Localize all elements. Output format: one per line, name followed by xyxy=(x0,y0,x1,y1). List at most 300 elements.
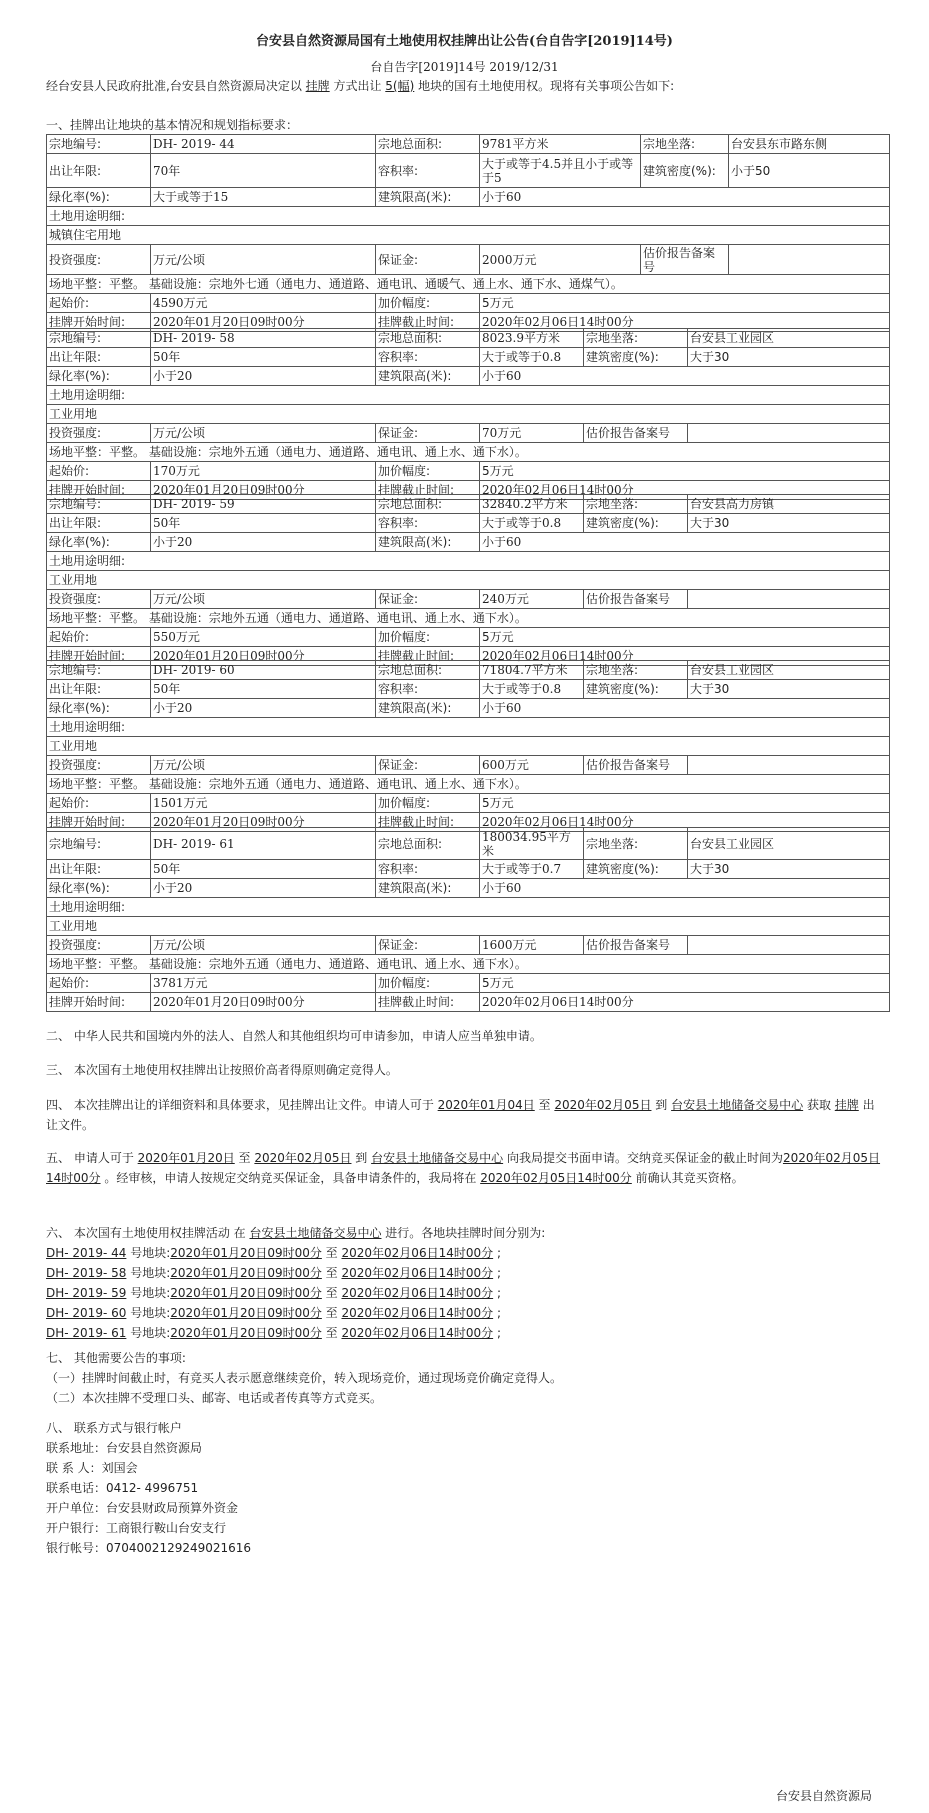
table-cell: 宗地总面积: xyxy=(376,329,480,348)
table-cell: 城镇住宅用地 xyxy=(47,226,890,245)
table-cell: 小于60 xyxy=(480,367,890,386)
table-row xyxy=(47,628,890,647)
table-cell: 容积率: xyxy=(376,154,480,188)
table-cell: 建筑密度(%): xyxy=(584,514,688,533)
table-cell: 大于或等于4.5并且小于或等于5 xyxy=(480,154,641,188)
intro-method: 挂牌 xyxy=(305,79,330,93)
table-row xyxy=(47,348,890,367)
table-cell xyxy=(688,936,890,955)
table-row xyxy=(47,386,890,405)
table-row xyxy=(47,609,890,628)
table-cell: 小于20 xyxy=(151,367,376,386)
doc-number: 台自告字[2019]14号 xyxy=(370,60,486,74)
table-cell: 起始价: xyxy=(47,294,151,313)
table-cell: DH- 2019- 44 xyxy=(151,135,376,154)
table-cell: 场地平整：平整。 基础设施：宗地外五通（通电力、通道路、通电讯、通上水、通下水）。 xyxy=(47,443,890,462)
section8-heading: 八、 联系方式与银行帐户 xyxy=(46,1421,182,1435)
schedule-text: 号地块: xyxy=(126,1286,171,1300)
table-row xyxy=(47,936,890,955)
table-cell: 建筑密度(%): xyxy=(584,348,688,367)
section7-heading: 七、 其他需要公告的事项: xyxy=(46,1351,186,1365)
table-cell: 2020年01月20日09时00分 xyxy=(151,647,376,666)
table-row xyxy=(47,699,890,718)
section4-doc: 挂牌 xyxy=(834,1098,859,1112)
section6 xyxy=(46,1223,886,1343)
table-cell: 出让年限: xyxy=(47,154,151,188)
schedule-line xyxy=(46,1303,886,1323)
table-cell: 小于50 xyxy=(729,154,890,188)
table-cell: 建筑限高(米): xyxy=(376,188,480,207)
table-row xyxy=(47,533,890,552)
table-cell: 容积率: xyxy=(376,860,480,879)
table-cell: 宗地编号: xyxy=(47,495,151,514)
table-cell: 50年 xyxy=(151,348,376,367)
section2: 二、 中华人民共和国境内外的法人、自然人和其他组织均可申请参加，申请人应当单独申请。 xyxy=(46,1029,542,1043)
table-cell: 保证金: xyxy=(376,590,480,609)
table-cell: 投资强度: xyxy=(47,245,151,275)
table-row xyxy=(47,226,890,245)
table-row xyxy=(47,294,890,313)
table-cell: 小于60 xyxy=(480,188,890,207)
parcel-table xyxy=(46,494,890,666)
table-cell: 2020年02月06日14时00分 xyxy=(480,993,890,1012)
table-row xyxy=(47,879,890,898)
table-cell: 宗地总面积: xyxy=(376,828,480,860)
section4-text: 至 xyxy=(534,1098,555,1112)
section5-text: 向我局提交书面申请。交纳竞买保证金的截止时间为 xyxy=(503,1151,783,1165)
table-cell: 加价幅度: xyxy=(376,794,480,813)
schedule-code: DH- 2019- 60 xyxy=(46,1306,127,1320)
table-cell: DH- 2019- 60 xyxy=(151,661,376,680)
table-cell: 建筑限高(米): xyxy=(376,879,480,898)
table-cell: 场地平整：平整。 基础设施：宗地外五通（通电力、通道路、通电讯、通上水、通下水）。 xyxy=(47,775,890,794)
schedule-text: 至 xyxy=(321,1286,342,1300)
page-title: 台安县自然资源局国有土地使用权挂牌出让公告(台自告字[2019]14号) xyxy=(256,34,673,49)
table-cell: 万元/公顷 xyxy=(151,590,376,609)
bank-account-number: 银行帐号：0704002129249021616 xyxy=(46,1541,252,1555)
table-cell: 5万元 xyxy=(480,794,890,813)
table-cell: 240万元 xyxy=(480,590,584,609)
table-cell: 小于60 xyxy=(480,533,890,552)
table-cell: 挂牌截止时间: xyxy=(376,481,480,500)
section5 xyxy=(46,1148,886,1188)
table-cell: 挂牌开始时间: xyxy=(47,993,151,1012)
table-cell: 建筑密度(%): xyxy=(584,860,688,879)
table-cell: DH- 2019- 61 xyxy=(151,828,376,860)
table-cell: 8023.9平方米 xyxy=(480,329,584,348)
section4 xyxy=(46,1095,886,1135)
table-cell: 万元/公顷 xyxy=(151,245,376,275)
table-cell: 宗地坐落: xyxy=(584,329,688,348)
table-cell: 宗地坐落: xyxy=(641,135,729,154)
schedule-text: 至 xyxy=(321,1246,342,1260)
table-row xyxy=(47,955,890,974)
signer: 台安县自然资源局 xyxy=(776,1789,873,1803)
schedule-text: ; xyxy=(493,1326,501,1340)
table-cell: 容积率: xyxy=(376,680,480,699)
table-cell: 起始价: xyxy=(47,794,151,813)
table-cell: 保证金: xyxy=(376,245,480,275)
section4-date2: 2020年02月05日 xyxy=(554,1098,652,1112)
table-cell: 台安县工业园区 xyxy=(688,828,890,860)
table-cell: 绿化率(%): xyxy=(47,699,151,718)
schedule-text: 至 xyxy=(321,1266,342,1280)
table-cell: 投资强度: xyxy=(47,590,151,609)
table-cell: 场地平整：平整。 基础设施：宗地外五通（通电力、通道路、通电讯、通上水、通下水）。 xyxy=(47,609,890,628)
table-cell: 600万元 xyxy=(480,756,584,775)
table-cell: 大于或等于0.8 xyxy=(480,514,584,533)
table-cell: 万元/公顷 xyxy=(151,936,376,955)
table-cell: 估价报告备案号 xyxy=(641,245,729,275)
table-cell: 起始价: xyxy=(47,628,151,647)
table-cell: 1501万元 xyxy=(151,794,376,813)
table-cell: 宗地总面积: xyxy=(376,661,480,680)
section8 xyxy=(46,1418,251,1558)
table-cell: 加价幅度: xyxy=(376,462,480,481)
section5-date2: 2020年02月05日 xyxy=(254,1151,352,1165)
table-cell: 小于20 xyxy=(151,879,376,898)
table-cell: 建筑限高(米): xyxy=(376,367,480,386)
schedule-start: 2020年01月20日09时00分 xyxy=(170,1246,322,1260)
section6-place: 台安县土地储备交易中心 xyxy=(249,1226,382,1240)
section5-text: 至 xyxy=(234,1151,255,1165)
table-cell: 投资强度: xyxy=(47,424,151,443)
table-cell: 挂牌截止时间: xyxy=(376,313,480,332)
table-row xyxy=(47,828,890,860)
table-cell: 宗地编号: xyxy=(47,329,151,348)
table-cell: 建筑密度(%): xyxy=(641,154,729,188)
table-cell: 工业用地 xyxy=(47,571,890,590)
schedule-end: 2020年02月06日14时00分 xyxy=(341,1286,494,1300)
table-cell: 32840.2平方米 xyxy=(480,495,584,514)
table-row xyxy=(47,718,890,737)
section7-item: （一）挂牌时间截止时，有竞买人表示愿意继续竞价，转入现场竞价，通过现场竞价确定竞得人。 xyxy=(46,1371,563,1385)
table-cell: 71804.7平方米 xyxy=(480,661,584,680)
schedule-text: ; xyxy=(493,1286,501,1300)
schedule-code: DH- 2019- 59 xyxy=(46,1286,127,1300)
table-cell: 土地用途明细: xyxy=(47,386,890,405)
table-cell: 台安县高力房镇 xyxy=(688,495,890,514)
table-cell: 台安县东市路东侧 xyxy=(729,135,890,154)
table-cell: 绿化率(%): xyxy=(47,367,151,386)
table-cell: 挂牌开始时间: xyxy=(47,481,151,500)
table-cell: 出让年限: xyxy=(47,680,151,699)
table-row xyxy=(47,571,890,590)
table-row xyxy=(47,794,890,813)
table-cell: 小于60 xyxy=(480,699,890,718)
table-cell: 4590万元 xyxy=(151,294,376,313)
table-cell: 70年 xyxy=(151,154,376,188)
table-cell: 挂牌截止时间: xyxy=(376,813,480,832)
table-cell: 绿化率(%): xyxy=(47,533,151,552)
table-cell: 宗地总面积: xyxy=(376,495,480,514)
table-cell: 估价报告备案号 xyxy=(584,756,688,775)
table-cell: DH- 2019- 58 xyxy=(151,329,376,348)
table-row xyxy=(47,405,890,424)
table-cell: 容积率: xyxy=(376,514,480,533)
table-cell: 大于30 xyxy=(688,348,890,367)
table-cell: 工业用地 xyxy=(47,917,890,936)
section7 xyxy=(46,1348,562,1408)
table-row xyxy=(47,329,890,348)
table-cell: 70万元 xyxy=(480,424,584,443)
table-cell: 宗地坐落: xyxy=(584,495,688,514)
table-row xyxy=(47,462,890,481)
table-row xyxy=(47,898,890,917)
table-cell: 宗地总面积: xyxy=(376,135,480,154)
table-cell: 建筑密度(%): xyxy=(584,680,688,699)
table-row xyxy=(47,775,890,794)
table-cell: 550万元 xyxy=(151,628,376,647)
section5-text: 前确认其竞买资格。 xyxy=(631,1171,744,1185)
section6-text: 六、 本次国有土地使用权挂牌活动 在 xyxy=(46,1226,250,1240)
table-cell: 挂牌开始时间: xyxy=(47,647,151,666)
table-cell: 挂牌开始时间: xyxy=(47,813,151,832)
table-cell: 土地用途明细: xyxy=(47,898,890,917)
table-cell: 挂牌截止时间: xyxy=(376,993,480,1012)
section5-date1: 2020年01月20日 xyxy=(137,1151,235,1165)
section4-text: 四、 本次挂牌出让的详细资料和具体要求，见挂牌出让文件。申请人可于 xyxy=(46,1098,438,1112)
contact-address: 联系地址：台安县自然资源局 xyxy=(46,1441,203,1455)
section4-text: 到 xyxy=(651,1098,672,1112)
section5-deadline: 2020年02月05日14时00分 xyxy=(46,1151,881,1185)
section4-text: 出让文件。 xyxy=(46,1098,875,1132)
schedule-text: ; xyxy=(493,1266,501,1280)
table-row xyxy=(47,495,890,514)
table-cell: 台安县工业园区 xyxy=(688,329,890,348)
table-cell: 宗地坐落: xyxy=(584,661,688,680)
table-cell: 加价幅度: xyxy=(376,294,480,313)
schedule-code: DH- 2019- 58 xyxy=(46,1266,127,1280)
table-row xyxy=(47,424,890,443)
schedule-text: ; xyxy=(493,1306,501,1320)
table-cell: 估价报告备案号 xyxy=(584,424,688,443)
schedule-text: 号地块: xyxy=(126,1266,171,1280)
table-cell: 出让年限: xyxy=(47,514,151,533)
intro-text: 方式出让 xyxy=(329,79,386,93)
table-cell: 5万元 xyxy=(480,294,890,313)
schedule-line xyxy=(46,1323,886,1343)
table-cell: 大于或等于0.8 xyxy=(480,348,584,367)
table-cell: 2020年01月20日09时00分 xyxy=(151,813,376,832)
table-cell: 投资强度: xyxy=(47,936,151,955)
contact-phone: 联系电话：0412- 4996751 xyxy=(46,1481,199,1495)
table-row xyxy=(47,135,890,154)
intro-text: 地块的国有土地使用权。现将有关事项公告如下: xyxy=(414,79,675,93)
section7-item: （二）本次挂牌不受理口头、邮寄、电话或者传真等方式竞买。 xyxy=(46,1391,383,1405)
table-cell: 大于或等于0.8 xyxy=(480,680,584,699)
table-cell: 加价幅度: xyxy=(376,974,480,993)
table-cell: 1600万元 xyxy=(480,936,584,955)
schedule-text: 至 xyxy=(321,1326,342,1340)
table-cell: 宗地编号: xyxy=(47,661,151,680)
table-cell: 2020年02月06日14时00分 xyxy=(480,481,890,500)
table-cell: DH- 2019- 59 xyxy=(151,495,376,514)
table-row xyxy=(47,443,890,462)
table-cell: 起始价: xyxy=(47,974,151,993)
schedule-line xyxy=(46,1263,886,1283)
table-row xyxy=(47,756,890,775)
table-cell: 小于60 xyxy=(480,879,890,898)
table-cell: 估价报告备案号 xyxy=(584,936,688,955)
table-cell: 加价幅度: xyxy=(376,628,480,647)
schedule-text: 号地块: xyxy=(126,1326,171,1340)
table-cell: 大于30 xyxy=(688,680,890,699)
parcel-table xyxy=(46,134,890,332)
schedule-start: 2020年01月20日09时00分 xyxy=(170,1326,322,1340)
table-cell: 50年 xyxy=(151,860,376,879)
table-cell: 起始价: xyxy=(47,462,151,481)
table-cell: 工业用地 xyxy=(47,405,890,424)
table-cell: 小于20 xyxy=(151,533,376,552)
table-cell: 挂牌开始时间: xyxy=(47,313,151,332)
table-row xyxy=(47,590,890,609)
section5-place: 台安县土地储备交易中心 xyxy=(371,1151,504,1165)
table-cell xyxy=(688,756,890,775)
schedule-line xyxy=(46,1243,886,1263)
table-row xyxy=(47,737,890,756)
parcel-table xyxy=(46,827,890,1012)
table-cell: 台安县工业园区 xyxy=(688,661,890,680)
bank-name: 开户银行：工商银行鞍山台安支行 xyxy=(46,1521,227,1535)
table-cell: 180034.95平方米 xyxy=(480,828,584,860)
table-cell: 2020年01月20日09时00分 xyxy=(151,993,376,1012)
section4-place: 台安县土地储备交易中心 xyxy=(671,1098,804,1112)
parcel-table xyxy=(46,660,890,832)
table-cell: 2020年02月06日14时00分 xyxy=(480,813,890,832)
table-cell: 建筑限高(米): xyxy=(376,533,480,552)
table-cell: 绿化率(%): xyxy=(47,879,151,898)
section3: 三、 本次国有土地使用权挂牌出让按照价高者得原则确定竞得人。 xyxy=(46,1063,398,1077)
table-cell: 万元/公顷 xyxy=(151,424,376,443)
parcel-table xyxy=(46,328,890,500)
table-cell: 宗地坐落: xyxy=(584,828,688,860)
schedule-list xyxy=(46,1243,886,1343)
table-cell: 保证金: xyxy=(376,424,480,443)
section1-heading: 一、挂牌出让地块的基本情况和规划指标要求： xyxy=(46,118,299,132)
section5-text: 到 xyxy=(351,1151,372,1165)
section5-text: 。经审核，申请人按规定交纳竞买保证金，具备申请条件的，我局将在 xyxy=(100,1171,481,1185)
table-row xyxy=(47,974,890,993)
table-cell: 50年 xyxy=(151,680,376,699)
table-cell: 出让年限: xyxy=(47,348,151,367)
table-cell xyxy=(688,590,890,609)
section5-confirm-time: 2020年02月05日14时00分 xyxy=(480,1171,632,1185)
table-row xyxy=(47,514,890,533)
schedule-line xyxy=(46,1283,886,1303)
schedule-end: 2020年02月06日14时00分 xyxy=(341,1246,494,1260)
schedule-start: 2020年01月20日09时00分 xyxy=(170,1306,322,1320)
table-cell: 容积率: xyxy=(376,348,480,367)
table-cell: 5万元 xyxy=(480,628,890,647)
table-cell: 万元/公顷 xyxy=(151,756,376,775)
section6-intro xyxy=(46,1223,886,1243)
table-cell: 5万元 xyxy=(480,974,890,993)
section4-text: 获取 xyxy=(803,1098,835,1112)
table-cell: 场地平整：平整。 基础设施：宗地外七通（通电力、通道路、通电讯、通暖气、通上水、通下水、通煤气）。 xyxy=(47,275,890,294)
table-cell: 2020年01月20日09时00分 xyxy=(151,481,376,500)
schedule-start: 2020年01月20日09时00分 xyxy=(170,1266,322,1280)
table-cell: 大于30 xyxy=(688,860,890,879)
table-cell: 土地用途明细: xyxy=(47,718,890,737)
table-row xyxy=(47,207,890,226)
table-cell: 绿化率(%): xyxy=(47,188,151,207)
table-cell: 小于20 xyxy=(151,699,376,718)
schedule-start: 2020年01月20日09时00分 xyxy=(170,1286,322,1300)
table-cell xyxy=(729,245,890,275)
table-cell: 挂牌截止时间: xyxy=(376,647,480,666)
table-row xyxy=(47,154,890,188)
schedule-text: 号地块: xyxy=(126,1306,171,1320)
table-cell: 宗地编号: xyxy=(47,135,151,154)
schedule-end: 2020年02月06日14时00分 xyxy=(341,1306,494,1320)
table-cell: 大于或等于15 xyxy=(151,188,376,207)
table-cell: 保证金: xyxy=(376,936,480,955)
schedule-end: 2020年02月06日14时00分 xyxy=(341,1266,494,1280)
table-cell: 5万元 xyxy=(480,462,890,481)
table-row xyxy=(47,680,890,699)
table-row xyxy=(47,367,890,386)
table-row xyxy=(47,552,890,571)
table-row xyxy=(47,245,890,275)
account-unit: 开户单位：台安县财政局预算外资金 xyxy=(46,1501,239,1515)
table-cell: 2020年02月06日14时00分 xyxy=(480,647,890,666)
doc-number-line xyxy=(0,58,929,75)
table-cell: 2020年02月06日14时00分 xyxy=(480,313,890,332)
table-cell xyxy=(688,424,890,443)
table-cell: 土地用途明细: xyxy=(47,552,890,571)
intro-paragraph xyxy=(46,77,674,94)
table-row xyxy=(47,860,890,879)
table-cell: 工业用地 xyxy=(47,737,890,756)
intro-count: 5(幅) xyxy=(385,79,415,93)
contact-person: 联 系 人：刘国会 xyxy=(46,1461,138,1475)
table-cell: 9781平方米 xyxy=(480,135,641,154)
schedule-end: 2020年02月06日14时00分 xyxy=(341,1326,494,1340)
section5-text: 五、 申请人可于 xyxy=(46,1151,138,1165)
schedule-text: 号地块: xyxy=(126,1246,171,1260)
table-row xyxy=(47,917,890,936)
table-cell: 50年 xyxy=(151,514,376,533)
table-row xyxy=(47,661,890,680)
table-cell: 估价报告备案号 xyxy=(584,590,688,609)
table-row xyxy=(47,993,890,1012)
table-cell: 3781万元 xyxy=(151,974,376,993)
section6-text: 进行。各地块挂牌时间分别为: xyxy=(381,1226,546,1240)
table-cell: 保证金: xyxy=(376,756,480,775)
section4-date1: 2020年01月04日 xyxy=(437,1098,535,1112)
schedule-code: DH- 2019- 61 xyxy=(46,1326,127,1340)
doc-date: 2019/12/31 xyxy=(489,60,559,74)
schedule-code: DH- 2019- 44 xyxy=(46,1246,127,1260)
table-cell: 投资强度: xyxy=(47,756,151,775)
table-cell: 2000万元 xyxy=(480,245,641,275)
schedule-text: 至 xyxy=(321,1306,342,1320)
intro-text: 经台安县人民政府批准,台安县自然资源局决定以 xyxy=(46,79,306,93)
table-cell: 宗地编号: xyxy=(47,828,151,860)
schedule-text: ; xyxy=(493,1246,501,1260)
table-cell: 170万元 xyxy=(151,462,376,481)
table-row xyxy=(47,275,890,294)
table-cell: 出让年限: xyxy=(47,860,151,879)
table-cell: 2020年01月20日09时00分 xyxy=(151,313,376,332)
table-cell: 场地平整：平整。 基础设施：宗地外五通（通电力、通道路、通电讯、通上水、通下水）。 xyxy=(47,955,890,974)
table-cell: 建筑限高(米): xyxy=(376,699,480,718)
table-cell: 土地用途明细: xyxy=(47,207,890,226)
table-row xyxy=(47,188,890,207)
table-cell: 大于或等于0.7 xyxy=(480,860,584,879)
table-cell: 大于30 xyxy=(688,514,890,533)
